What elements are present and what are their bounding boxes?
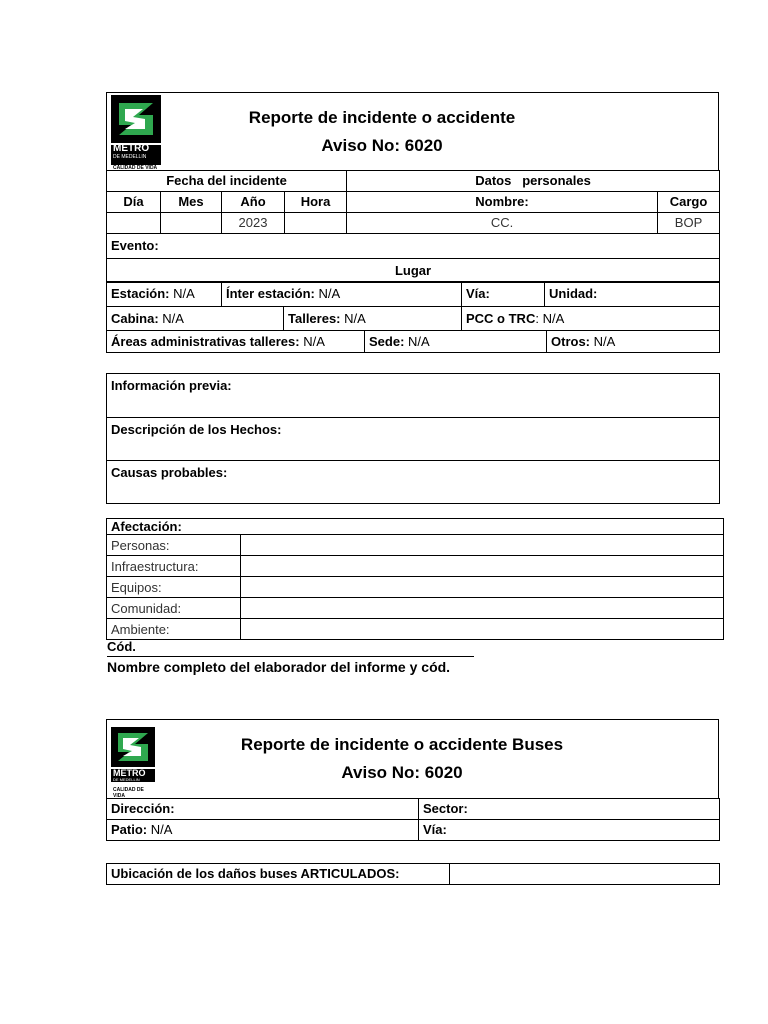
- otros-label: Otros:: [551, 333, 590, 349]
- patio-label: Patio:: [111, 822, 148, 837]
- areas-cell[interactable]: [107, 331, 365, 353]
- cabina-cell[interactable]: [107, 307, 284, 331]
- afectacion-header: Afectación:: [107, 519, 724, 535]
- sede-value: N/A: [408, 333, 430, 349]
- lugar-header: Lugar: [107, 259, 720, 283]
- afectacion-input-comunidad[interactable]: [241, 598, 724, 619]
- evento-label[interactable]: Evento:: [107, 234, 720, 259]
- afectacion-input-infraestructura[interactable]: [241, 556, 724, 577]
- value-nombre[interactable]: CC.: [347, 213, 658, 234]
- talleres-cell[interactable]: [284, 307, 462, 331]
- pcc-label: PCC o TRC: [466, 310, 536, 326]
- col-ano: Año: [222, 192, 285, 213]
- danos-input[interactable]: [450, 864, 720, 885]
- danos-table: [106, 863, 720, 885]
- logo2-sub: DE MEDELLIN: [113, 777, 140, 782]
- via-cell[interactable]: Vía:: [462, 282, 545, 307]
- sede-cell[interactable]: [365, 331, 547, 353]
- afectacion-label-comunidad: Comunidad:: [107, 598, 241, 619]
- metro-logo: [111, 95, 163, 171]
- via2-cell[interactable]: Vía:: [419, 820, 720, 841]
- otros-cell[interactable]: [547, 331, 720, 353]
- value-cargo[interactable]: BOP: [658, 213, 720, 234]
- signature-line: [107, 656, 474, 657]
- signature-cod: Cód.: [107, 639, 136, 654]
- col-dia: Día: [107, 192, 161, 213]
- value-hora[interactable]: [285, 213, 347, 234]
- afectacion-label-personas: Personas:: [107, 535, 241, 556]
- unidad-cell[interactable]: Unidad:: [545, 282, 720, 307]
- lugar-row-2: [106, 306, 720, 331]
- pcc-value: : N/A: [535, 310, 565, 326]
- col-mes: Mes: [161, 192, 222, 213]
- value-mes[interactable]: [161, 213, 222, 234]
- talleres-value: N/A: [344, 310, 366, 326]
- estacion-label: Estación:: [111, 286, 170, 301]
- datos-header: Datos personales: [347, 171, 720, 192]
- estacion-cell[interactable]: [107, 282, 222, 307]
- report2-details-table: [106, 798, 720, 841]
- logo-sub: DE MEDELLIN: [113, 154, 147, 160]
- signature-nombre: Nombre completo del elaborador del informe y cód.: [107, 659, 451, 675]
- sede-label: Sede:: [369, 333, 405, 349]
- report-details-table: [106, 170, 720, 283]
- afectacion-input-equipos[interactable]: [241, 577, 724, 598]
- value-dia[interactable]: [107, 213, 161, 234]
- logo-brand: METRO: [113, 143, 150, 154]
- logo-tagline: CALIDAD DE VIDA: [113, 165, 158, 171]
- direccion-cell[interactable]: Dirección:: [107, 799, 419, 820]
- areas-value: N/A: [303, 333, 325, 349]
- pcc-cell[interactable]: [462, 307, 720, 331]
- descripcion-hechos[interactable]: Descripción de los Hechos:: [107, 418, 720, 461]
- patio-value: N/A: [150, 822, 173, 837]
- logo2-tagline: CALIDAD DE VIDA: [113, 787, 144, 799]
- inter-estacion-cell[interactable]: [222, 282, 462, 307]
- lugar-row-3: [106, 330, 720, 353]
- afectacion-label-equipos: Equipos:: [107, 577, 241, 598]
- sector-cell[interactable]: Sector:: [419, 799, 720, 820]
- cabina-value: N/A: [162, 310, 184, 326]
- metro-logo-2: [111, 727, 157, 797]
- info-table: [106, 373, 720, 504]
- fecha-header: Fecha del incidente: [107, 171, 347, 192]
- danos-label: Ubicación de los daños buses ARTICULADOS:: [107, 864, 450, 885]
- col-hora: Hora: [285, 192, 347, 213]
- otros-value: N/A: [593, 333, 616, 349]
- report2-header: [106, 719, 719, 799]
- cabina-label: Cabina:: [111, 310, 159, 326]
- afectacion-label-ambiente: Ambiente:: [107, 619, 241, 640]
- logo2-brand: METRO: [113, 768, 146, 778]
- info-previa[interactable]: Información previa:: [107, 374, 720, 418]
- report2-aviso: Aviso No: 6020: [341, 763, 463, 782]
- afectacion-label-infraestructura: Infraestructura:: [107, 556, 241, 577]
- lugar-row-1: [106, 281, 720, 307]
- inter-estacion-label: Ínter estación:: [226, 286, 315, 301]
- report2-title: Reporte de incidente o accidente Buses: [240, 735, 564, 754]
- estacion-value: N/A: [173, 286, 195, 301]
- inter-estacion-value: N/A: [318, 286, 341, 301]
- col-nombre: Nombre:: [347, 192, 658, 213]
- afectacion-input-ambiente[interactable]: [241, 619, 724, 640]
- report-title: Reporte de incidente o accidente: [248, 108, 516, 127]
- report-aviso: Aviso No: 6020: [321, 136, 443, 155]
- report-header: [106, 92, 719, 171]
- patio-cell[interactable]: [107, 820, 419, 841]
- talleres-label: Talleres:: [288, 310, 341, 326]
- causas-probables[interactable]: Causas probables:: [107, 461, 720, 504]
- afectacion-input-personas[interactable]: [241, 535, 724, 556]
- col-cargo: Cargo: [658, 192, 720, 213]
- areas-label: Áreas administrativas talleres:: [111, 333, 300, 349]
- value-ano[interactable]: 2023: [222, 213, 285, 234]
- afectacion-table: [106, 518, 724, 640]
